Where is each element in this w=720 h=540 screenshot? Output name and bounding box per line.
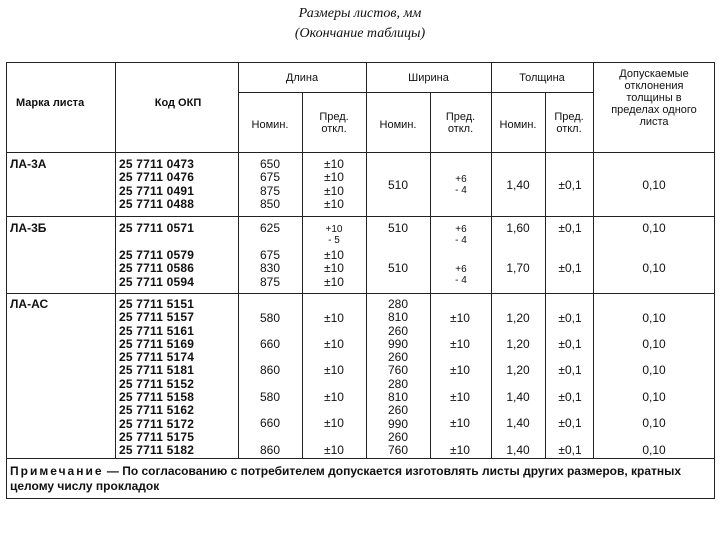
length-deviation-list	[314, 158, 354, 211]
header-tolerance-line: толщины в	[626, 92, 682, 104]
length-deviation: ±10	[324, 170, 344, 185]
header-width: Ширина	[408, 72, 449, 84]
length-nominal: 675	[259, 248, 281, 262]
thickness-nominal: 1,20	[506, 363, 530, 377]
length-nominal: 860	[259, 443, 281, 457]
mark-label: ЛА-3А	[10, 157, 47, 171]
okp-code: 25 7711 5157	[119, 310, 195, 325]
okp-code: 25 7711 0473	[119, 157, 195, 171]
group-divider	[6, 216, 715, 217]
thickness-tolerance: 0,10	[642, 221, 666, 235]
thickness-nominal: 1,40	[506, 178, 530, 192]
thickness-nominal: 1,20	[506, 337, 530, 351]
length-deviation-asym	[319, 224, 349, 246]
width-nominal-list	[378, 298, 418, 458]
okp-code: 25 7711 0594	[119, 274, 195, 289]
width-nominal: 510	[387, 261, 409, 275]
thickness-nominal: 1,20	[506, 311, 530, 325]
width-nominal: 510	[387, 178, 409, 192]
length-nominal: 580	[259, 311, 281, 325]
okp-code: 25 7711 5151	[119, 297, 195, 311]
header-dev-line: откл.	[321, 123, 347, 135]
header-tolerance-line: Допускаемые	[619, 68, 689, 80]
thickness-nominal: 1,40	[506, 443, 530, 457]
length-nominal: 650	[259, 157, 281, 171]
thickness-deviation: ±0,1	[558, 363, 582, 377]
width-deviation	[446, 174, 476, 196]
header-thickness-nominal: Номин.	[499, 119, 537, 131]
width-nominal: 760	[387, 443, 409, 458]
thickness-deviation: ±0,1	[558, 311, 582, 325]
okp-code-list	[119, 298, 194, 458]
width-deviation: ±10	[450, 443, 470, 457]
length-deviation: ±10	[324, 196, 344, 211]
okp-code: 25 7711 5172	[119, 416, 195, 431]
okp-code: 25 7711 0488	[119, 196, 195, 211]
thickness-deviation: ±0,1	[558, 390, 582, 404]
note-label: Примечание	[10, 464, 104, 478]
width-nominal: 260	[387, 429, 409, 444]
width-nominal: 760	[387, 363, 409, 378]
thickness-tolerance: 0,10	[642, 363, 666, 377]
width-deviation: ±10	[450, 416, 470, 430]
thickness-tolerance: 0,10	[642, 311, 666, 325]
okp-code: 25 7711 5181	[119, 363, 195, 378]
width-deviation: ±10	[450, 311, 470, 325]
thickness-tolerance: 0,10	[642, 416, 666, 430]
length-nominal: 875	[259, 274, 281, 289]
length-nominal: 625	[259, 221, 281, 235]
length-deviation: ±10	[324, 274, 344, 289]
length-nominal: 660	[259, 337, 281, 351]
okp-code: 25 7711 0571	[119, 221, 195, 235]
width-dev-minus: - 4	[455, 185, 467, 196]
thickness-nominal: 1,60	[506, 221, 530, 235]
length-dev-plus: +10	[325, 224, 343, 235]
table-note	[10, 464, 710, 494]
thickness-tolerance: 0,10	[642, 443, 666, 457]
header-dev-line: Пред.	[319, 111, 349, 123]
col-divider	[115, 62, 116, 458]
group-divider	[6, 293, 715, 294]
header-divider-sub	[238, 92, 593, 93]
length-deviation: ±10	[324, 311, 344, 325]
okp-code: 25 7711 0579	[119, 248, 195, 262]
thickness-deviation: ±0,1	[558, 261, 582, 275]
width-deviation: ±10	[450, 363, 470, 377]
thickness-deviation: ±0,1	[558, 178, 582, 192]
header-thickness: Толщина	[519, 72, 565, 84]
header-length-nominal: Номин.	[251, 119, 289, 131]
length-nominal: 850	[259, 196, 281, 211]
width-nominal: 810	[387, 310, 409, 325]
thickness-nominal: 1,40	[506, 390, 530, 404]
length-nominal: 875	[259, 183, 281, 198]
thickness-nominal: 1,70	[506, 261, 530, 275]
length-deviation: ±10	[324, 157, 344, 171]
header-width-deviation	[430, 111, 491, 135]
header-mark: Марка листа	[16, 97, 85, 109]
thickness-deviation: ±0,1	[558, 416, 582, 430]
thickness-nominal: 1,40	[506, 416, 530, 430]
length-nominal: 675	[259, 170, 281, 185]
col-divider	[545, 92, 546, 458]
width-nominal: 510	[387, 221, 409, 235]
okp-code-list	[119, 249, 194, 289]
header-length: Длина	[285, 72, 319, 84]
width-nominal: 810	[387, 390, 409, 405]
width-deviation	[446, 224, 476, 246]
header-thickness-deviation	[545, 111, 593, 135]
col-divider	[430, 92, 431, 458]
length-deviation: ±10	[324, 416, 344, 430]
length-nominal-list	[250, 249, 290, 289]
width-deviation	[446, 264, 476, 286]
header-tolerance-line: листа	[639, 116, 669, 128]
length-deviation: ±10	[324, 183, 344, 198]
width-dev-plus: +6	[455, 264, 467, 275]
length-nominal: 860	[259, 363, 281, 377]
width-nominal: 280	[387, 297, 409, 311]
okp-code: 25 7711 5174	[119, 350, 195, 365]
width-nominal: 990	[387, 416, 409, 431]
length-deviation: ±10	[324, 443, 344, 457]
header-length-deviation	[302, 111, 366, 135]
length-deviation: ±10	[324, 390, 344, 404]
thickness-tolerance: 0,10	[642, 261, 666, 275]
okp-code: 25 7711 0476	[119, 170, 195, 185]
width-nominal: 280	[387, 376, 409, 391]
length-deviation-list	[314, 249, 354, 289]
okp-code: 25 7711 5182	[119, 443, 195, 458]
width-dev-plus: +6	[455, 224, 467, 235]
header-okp: Код ОКП	[154, 97, 202, 109]
header-dev-line: Пред.	[445, 111, 476, 123]
mark-label: ЛА-3Б	[10, 221, 47, 235]
okp-code: 25 7711 5175	[119, 429, 195, 444]
width-dev-plus: +6	[455, 174, 467, 185]
header-width-nominal: Номин.	[379, 119, 417, 131]
length-deviation: ±10	[324, 248, 344, 262]
width-deviation: ±10	[450, 337, 470, 351]
okp-code-list	[119, 158, 194, 211]
note-text: — По согласованию с потребителем допускается изготовлять листы других размеров, кратных целому числу прокладок	[10, 464, 682, 493]
width-nominal: 260	[387, 403, 409, 418]
thickness-deviation: ±0,1	[558, 443, 582, 457]
length-nominal-list	[250, 158, 290, 211]
okp-code: 25 7711 5158	[119, 390, 195, 405]
okp-code: 25 7711 5152	[119, 376, 195, 391]
width-nominal: 260	[387, 323, 409, 338]
note-divider	[6, 458, 715, 459]
okp-code: 25 7711 0586	[119, 261, 195, 276]
thickness-deviation: ±0,1	[558, 337, 582, 351]
width-dev-minus: - 4	[455, 235, 467, 246]
length-deviation: ±10	[324, 363, 344, 377]
length-nominal: 830	[259, 261, 281, 276]
thickness-deviation: ±0,1	[558, 221, 582, 235]
table-caption: Размеры листов, мм	[298, 6, 422, 21]
width-dev-minus: - 4	[455, 275, 467, 286]
header-tolerance-line: отклонения	[624, 80, 684, 92]
length-nominal: 660	[259, 416, 281, 430]
header-dev-line: откл.	[556, 123, 582, 135]
length-dev-minus: - 5	[328, 235, 340, 246]
length-deviation: ±10	[324, 261, 344, 276]
okp-code: 25 7711 5169	[119, 336, 195, 351]
length-deviation: ±10	[324, 337, 344, 351]
okp-code: 25 7711 5162	[119, 403, 195, 418]
table-caption-continuation: (Окончание таблицы)	[294, 26, 426, 41]
width-nominal: 260	[387, 350, 409, 365]
header-tolerance-line: пределах одного	[611, 104, 697, 116]
header-dev-line: откл.	[447, 123, 474, 135]
header-bottom-divider	[6, 152, 715, 153]
width-nominal: 990	[387, 336, 409, 351]
thickness-tolerance: 0,10	[642, 178, 666, 192]
width-deviation: ±10	[450, 390, 470, 404]
thickness-tolerance: 0,10	[642, 337, 666, 351]
okp-code: 25 7711 0491	[119, 183, 195, 198]
mark-label: ЛА-АС	[10, 297, 49, 311]
length-nominal: 580	[259, 390, 281, 404]
okp-code: 25 7711 5161	[119, 323, 195, 338]
header-tolerance	[593, 68, 715, 128]
thickness-tolerance: 0,10	[642, 390, 666, 404]
col-divider	[302, 92, 303, 458]
header-dev-line: Пред.	[554, 111, 584, 123]
